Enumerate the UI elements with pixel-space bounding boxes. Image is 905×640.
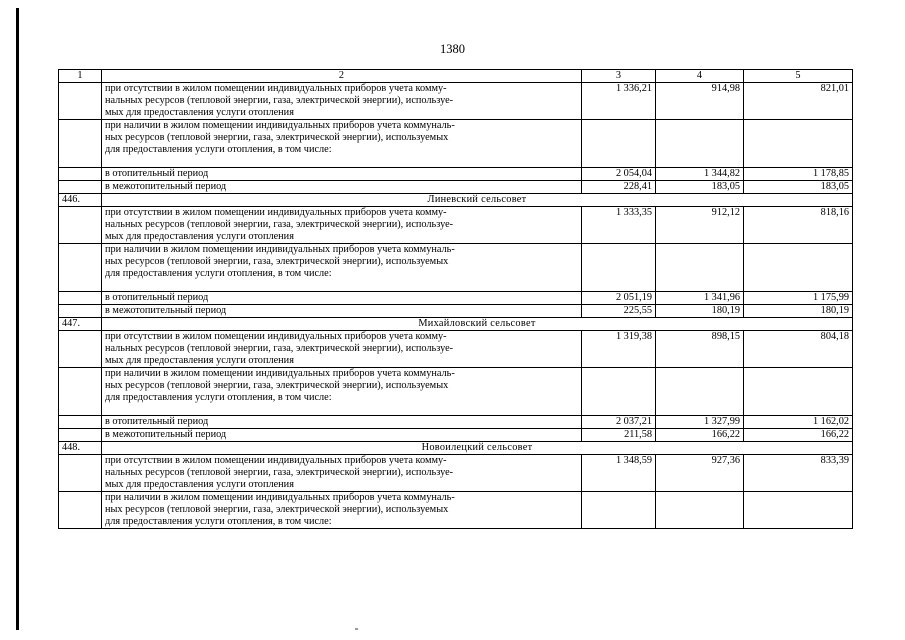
index-cell	[59, 416, 102, 429]
description-line: при отсутствии в жилом помещении индивидуальных приборов учета комму-	[105, 83, 447, 94]
value-cell: 1 327,99	[656, 416, 744, 429]
section-header-row	[59, 318, 853, 331]
description-cell: в межотопительный период	[102, 305, 582, 318]
value-cell: 228,41	[582, 181, 656, 194]
value-cell	[582, 120, 656, 168]
value-cell	[656, 244, 744, 292]
index-cell	[59, 83, 102, 120]
value-cell	[656, 120, 744, 168]
value-cell	[582, 244, 656, 292]
description-line: при наличии в жилом помещении индивидуальных приборов учета коммуналь-	[105, 120, 455, 131]
description-line: при наличии в жилом помещении индивидуальных приборов учета коммуналь-	[105, 244, 455, 255]
description-line: нальных ресурсов (тепловой энергии, газа, электрической энергии), используе-	[105, 343, 454, 354]
index-cell	[59, 168, 102, 181]
value-cell: 166,22	[744, 429, 853, 442]
value-cell: 211,58	[582, 429, 656, 442]
table-row	[59, 120, 853, 168]
description-line: ных ресурсов (тепловой энергии, газа, электрической энергии), используемых	[105, 132, 449, 143]
value-cell	[744, 492, 853, 529]
header-cell: 1	[59, 70, 102, 83]
table-row	[59, 305, 853, 318]
description-line: для предоставления услуги отопления, в том числе:	[105, 268, 332, 279]
description-cell	[102, 492, 582, 529]
value-cell: 1 341,96	[656, 292, 744, 305]
value-cell: 166,22	[656, 429, 744, 442]
value-cell: 914,98	[656, 83, 744, 120]
header-cell: 3	[582, 70, 656, 83]
section-name-cell	[102, 318, 853, 331]
value-cell: 833,39	[744, 455, 853, 492]
description-line: при наличии в жилом помещении индивидуальных приборов учета коммуналь-	[105, 492, 455, 503]
description-line: при отсутствии в жилом помещении индивидуальных приборов учета комму-	[105, 455, 447, 466]
description-line: нальных ресурсов (тепловой энергии, газа, электрической энергии), используе-	[105, 219, 454, 230]
header-cell: 2	[102, 70, 582, 83]
index-cell	[59, 455, 102, 492]
value-cell: 1 162,02	[744, 416, 853, 429]
index-cell	[59, 305, 102, 318]
header-cell: 5	[744, 70, 853, 83]
description-line: для предоставления услуги отопления, в том числе:	[105, 516, 332, 527]
header-row	[59, 70, 853, 83]
value-cell: 1 348,59	[582, 455, 656, 492]
description-cell	[102, 244, 582, 292]
section-header-row	[59, 442, 853, 455]
table-row	[59, 181, 853, 194]
description-line: мых для предоставления услуги отопления	[105, 107, 294, 118]
section-header-row	[59, 194, 853, 207]
description-cell: в отопительный период	[102, 292, 582, 305]
value-cell: 898,15	[656, 331, 744, 368]
scan-speck	[355, 628, 358, 630]
table-row	[59, 244, 853, 292]
index-cell	[59, 292, 102, 305]
value-cell: 1 344,82	[656, 168, 744, 181]
section-name-cell	[102, 442, 853, 455]
description-line: для предоставления услуги отопления, в том числе:	[105, 144, 332, 155]
table-row	[59, 83, 853, 120]
section-number: 448.	[59, 442, 102, 455]
description-cell	[102, 207, 582, 244]
value-cell: 1 175,99	[744, 292, 853, 305]
value-cell: 1 319,38	[582, 331, 656, 368]
section-number: 447.	[59, 318, 102, 331]
table-row	[59, 331, 853, 368]
value-cell	[744, 244, 853, 292]
value-cell	[582, 368, 656, 416]
description-cell: в отопительный период	[102, 416, 582, 429]
value-cell: 183,05	[744, 181, 853, 194]
description-line: ных ресурсов (тепловой энергии, газа, электрической энергии), используемых	[105, 504, 449, 515]
table-row	[59, 207, 853, 244]
value-cell: 2 051,19	[582, 292, 656, 305]
tariff-table	[58, 69, 853, 529]
value-cell	[656, 368, 744, 416]
description-line: мых для предоставления услуги отопления	[105, 355, 294, 366]
index-cell	[59, 492, 102, 529]
description-line: нальных ресурсов (тепловой энергии, газа, электрической энергии), используе-	[105, 95, 454, 106]
value-cell	[744, 368, 853, 416]
value-cell: 1 178,85	[744, 168, 853, 181]
description-cell: в межотопительный период	[102, 429, 582, 442]
description-cell: в межотопительный период	[102, 181, 582, 194]
description-line: ных ресурсов (тепловой энергии, газа, электрической энергии), используемых	[105, 380, 449, 391]
description-cell	[102, 455, 582, 492]
value-cell: 912,12	[656, 207, 744, 244]
index-cell	[59, 244, 102, 292]
description-cell: в отопительный период	[102, 168, 582, 181]
section-name-cell	[102, 194, 853, 207]
table-row	[59, 455, 853, 492]
value-cell	[656, 492, 744, 529]
section-name: Линевский сельсовет	[427, 194, 527, 205]
table-row	[59, 168, 853, 181]
value-cell	[744, 120, 853, 168]
value-cell: 180,19	[744, 305, 853, 318]
description-line: ных ресурсов (тепловой энергии, газа, электрической энергии), используемых	[105, 256, 449, 267]
description-cell	[102, 331, 582, 368]
index-cell	[59, 429, 102, 442]
section-name: Новоилецкий сельсовет	[421, 442, 533, 453]
index-cell	[59, 181, 102, 194]
table-row	[59, 492, 853, 529]
value-cell	[582, 492, 656, 529]
value-cell: 821,01	[744, 83, 853, 120]
section-number: 446.	[59, 194, 102, 207]
description-cell	[102, 368, 582, 416]
table-row	[59, 429, 853, 442]
table-row	[59, 416, 853, 429]
table-row	[59, 368, 853, 416]
description-line: нальных ресурсов (тепловой энергии, газа, электрической энергии), используе-	[105, 467, 454, 478]
header-cell: 4	[656, 70, 744, 83]
value-cell: 1 336,21	[582, 83, 656, 120]
description-cell	[102, 120, 582, 168]
value-cell: 183,05	[656, 181, 744, 194]
value-cell: 225,55	[582, 305, 656, 318]
description-line: при отсутствии в жилом помещении индивидуальных приборов учета комму-	[105, 331, 447, 342]
section-name: Михайловский сельсовет	[418, 318, 536, 329]
index-cell	[59, 120, 102, 168]
value-cell: 180,19	[656, 305, 744, 318]
index-cell	[59, 331, 102, 368]
description-line: при наличии в жилом помещении индивидуальных приборов учета коммуналь-	[105, 368, 455, 379]
description-cell	[102, 83, 582, 120]
description-line: мых для предоставления услуги отопления	[105, 231, 294, 242]
description-line: при отсутствии в жилом помещении индивидуальных приборов учета комму-	[105, 207, 447, 218]
description-line: мых для предоставления услуги отопления	[105, 479, 294, 490]
description-line: для предоставления услуги отопления, в том числе:	[105, 392, 332, 403]
table-row	[59, 292, 853, 305]
value-cell: 2 054,04	[582, 168, 656, 181]
index-cell	[59, 368, 102, 416]
index-cell	[59, 207, 102, 244]
value-cell: 927,36	[656, 455, 744, 492]
binding-bar	[16, 8, 19, 630]
value-cell: 804,18	[744, 331, 853, 368]
page-number: 1380	[440, 42, 465, 56]
value-cell: 818,16	[744, 207, 853, 244]
value-cell: 1 333,35	[582, 207, 656, 244]
value-cell: 2 037,21	[582, 416, 656, 429]
